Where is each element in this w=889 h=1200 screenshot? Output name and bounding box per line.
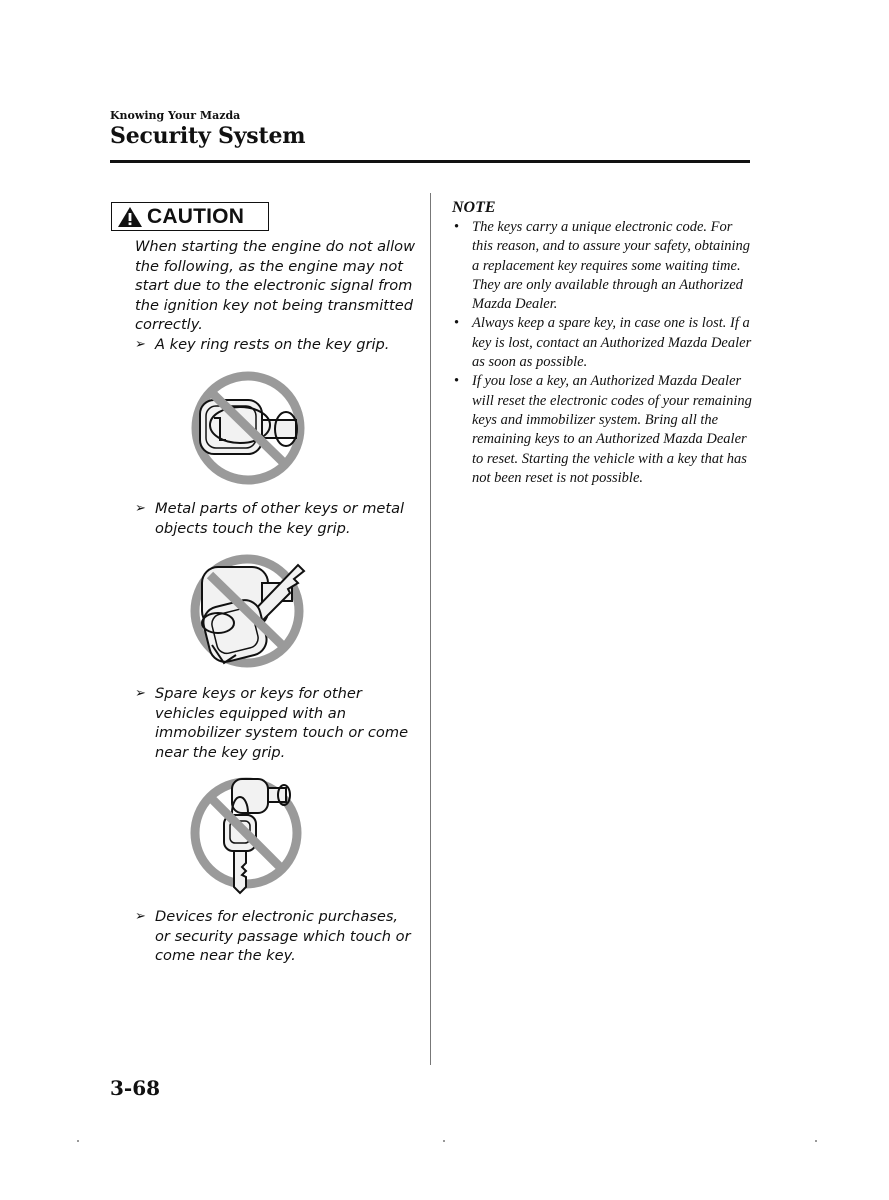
caution-item [135, 684, 415, 762]
caution-item [135, 907, 415, 966]
caution-item-text: A key ring rests on the key grip. [155, 336, 390, 353]
caution-item [135, 499, 415, 538]
note-item [452, 314, 752, 372]
section-label: Knowing Your Mazda [110, 109, 241, 122]
caution-item-text: Devices for electronic purchases, or security passage which touch or come near the key. [155, 908, 411, 964]
bullet-dot-icon: • [454, 219, 460, 235]
bullet-dot-icon: • [454, 373, 460, 390]
note-title: NOTE [452, 199, 496, 216]
note-list [452, 218, 752, 488]
caution-item-text: Metal parts of other keys or metal objects touch the key grip. [155, 500, 405, 537]
crop-mark [443, 1140, 445, 1142]
caution-intro: When starting the engine do not allow the following, as the engine may not start due to the electronic signal from the ignition key not being transmitted correctly. [135, 238, 416, 333]
note-item-text: Always keep a spare key, in case one is lost. If a key is lost, contact an Authorized Mazda Dealer as soon as possible. [472, 315, 752, 371]
bullet-arrow-icon: ➢ [135, 909, 146, 924]
note-item-text: The keys carry a unique electronic code. For this reason, and to assure your safety, obtaining a replacement key requires some waiting time. They are only available through an Authorized Mazda Dealer. [472, 219, 751, 313]
key-ring-illustration [186, 370, 308, 486]
crop-mark [77, 1140, 79, 1142]
header-rule [110, 160, 750, 163]
note-item [452, 218, 752, 314]
bullet-dot-icon: • [454, 315, 460, 332]
bullet-arrow-icon: ➢ [135, 337, 146, 352]
bullet-arrow-icon: ➢ [135, 501, 146, 516]
caution-item-text: Spare keys or keys for other vehicles equipped with an immobilizer system touch or come near the key grip. [155, 685, 409, 761]
page-number: 3-68 [110, 1076, 161, 1100]
caution-label: CAUTION [147, 204, 245, 228]
note-item [452, 372, 752, 488]
caution-header [111, 202, 269, 231]
note-item-text: If you lose a key, an Authorized Mazda Dealer will reset the electronic codes of your remaining keys and immobilizer system. Bring all the remaining keys to an Authorized Mazda Dealer to reset. Starting the vehicle with a key that has not been reset is not possible. [472, 373, 752, 486]
bullet-arrow-icon: ➢ [135, 686, 146, 701]
crop-mark [815, 1140, 817, 1142]
page-title: Security System [110, 123, 306, 149]
metal-key-contact-illustration [184, 553, 312, 675]
caution-item [135, 335, 415, 355]
warning-triangle-icon [117, 206, 143, 228]
spare-key-illustration [188, 773, 306, 895]
column-divider [430, 193, 431, 1065]
